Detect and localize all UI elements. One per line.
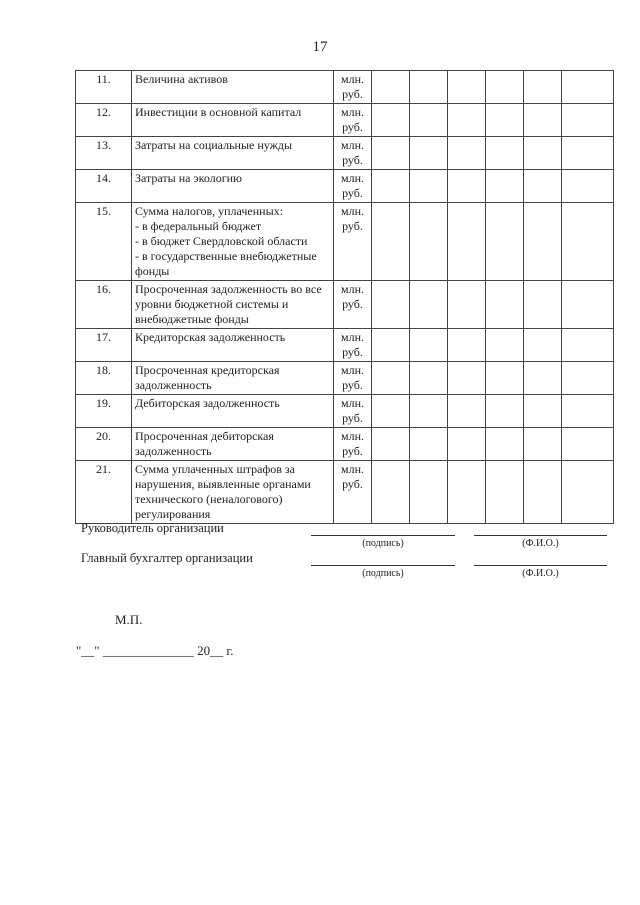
report-table-body (76, 71, 614, 524)
value-cell (372, 203, 410, 281)
accountant-name-caption: (Ф.И.О.) (522, 568, 559, 579)
value-cell (410, 137, 448, 170)
value-cell (486, 203, 524, 281)
value-cell (524, 329, 562, 362)
table-row (76, 362, 614, 395)
value-cell (448, 329, 486, 362)
value-cell (410, 71, 448, 104)
value-cell (372, 395, 410, 428)
head-name-line (474, 535, 607, 536)
row-number: 21. (76, 461, 132, 524)
row-indicator: Сумма налогов, уплаченных: - в федеральный бюджет - в бюджет Свердловской области - в государственные внебюджетные фонды (132, 203, 334, 281)
row-number: 11. (76, 71, 132, 104)
value-cell (486, 104, 524, 137)
value-cell (410, 203, 448, 281)
row-unit: млн. руб. (334, 137, 372, 170)
value-cell (410, 362, 448, 395)
value-cell (486, 170, 524, 203)
row-number: 14. (76, 170, 132, 203)
accountant-signature-label: Главный бухгалтер организации (81, 551, 253, 565)
row-number: 16. (76, 281, 132, 329)
value-cell (410, 170, 448, 203)
row-unit: млн. руб. (334, 329, 372, 362)
value-cell (524, 203, 562, 281)
row-number: 20. (76, 428, 132, 461)
value-cell (562, 281, 614, 329)
value-cell (448, 137, 486, 170)
value-cell (372, 71, 410, 104)
table-row (76, 137, 614, 170)
row-unit: млн. руб. (334, 395, 372, 428)
value-cell (410, 329, 448, 362)
row-indicator: Сумма уплаченных штрафов за нарушения, выявленные органами технического (неналогового) регулирования (132, 461, 334, 524)
value-cell (562, 428, 614, 461)
value-cell (524, 281, 562, 329)
value-cell (562, 71, 614, 104)
value-cell (372, 329, 410, 362)
value-cell (524, 170, 562, 203)
value-cell (524, 71, 562, 104)
value-cell (486, 281, 524, 329)
row-unit: млн. руб. (334, 281, 372, 329)
value-cell (562, 203, 614, 281)
row-indicator: Затраты на социальные нужды (132, 137, 334, 170)
value-cell (448, 71, 486, 104)
row-unit: млн. руб. (334, 203, 372, 281)
page-number: 17 (312, 39, 328, 55)
value-cell (372, 461, 410, 524)
row-indicator: Инвестиции в основной капитал (132, 104, 334, 137)
value-cell (372, 137, 410, 170)
row-unit: млн. руб. (334, 362, 372, 395)
value-cell (524, 428, 562, 461)
value-cell (410, 104, 448, 137)
table-row (76, 104, 614, 137)
date-line: "__" ______________ 20__ г. (76, 643, 234, 658)
value-cell (562, 362, 614, 395)
value-cell (486, 428, 524, 461)
row-number: 13. (76, 137, 132, 170)
value-cell (372, 104, 410, 137)
value-cell (486, 71, 524, 104)
accountant-name-line (474, 565, 607, 566)
row-indicator: Просроченная дебиторская задолженность (132, 428, 334, 461)
value-cell (448, 170, 486, 203)
value-cell (524, 137, 562, 170)
row-indicator: Просроченная задолженность во все уровни бюджетной системы и внебюджетные фонды (132, 281, 334, 329)
row-number: 12. (76, 104, 132, 137)
accountant-signature-line (311, 565, 455, 566)
table-row (76, 428, 614, 461)
row-unit: млн. руб. (334, 170, 372, 203)
value-cell (410, 395, 448, 428)
row-indicator: Дебиторская задолженность (132, 395, 334, 428)
table-row (76, 461, 614, 524)
row-number: 17. (76, 329, 132, 362)
row-indicator: Просроченная кредиторская задолженность (132, 362, 334, 395)
value-cell (410, 428, 448, 461)
value-cell (410, 461, 448, 524)
value-cell (524, 395, 562, 428)
value-cell (486, 137, 524, 170)
value-cell (524, 104, 562, 137)
value-cell (524, 461, 562, 524)
value-cell (448, 428, 486, 461)
table-row (76, 329, 614, 362)
table-row (76, 170, 614, 203)
value-cell (410, 281, 448, 329)
value-cell (448, 362, 486, 395)
value-cell (448, 203, 486, 281)
row-number: 18. (76, 362, 132, 395)
value-cell (562, 104, 614, 137)
value-cell (562, 170, 614, 203)
stamp-placeholder: М.П. (115, 612, 143, 627)
table-row (76, 281, 614, 329)
row-unit: млн. руб. (334, 461, 372, 524)
table-row (76, 71, 614, 104)
value-cell (562, 461, 614, 524)
value-cell (372, 362, 410, 395)
row-unit: млн. руб. (334, 104, 372, 137)
value-cell (372, 170, 410, 203)
head-signature-caption: (подпись) (362, 538, 404, 549)
value-cell (562, 329, 614, 362)
value-cell (448, 104, 486, 137)
row-unit: млн. руб. (334, 428, 372, 461)
head-name-caption: (Ф.И.О.) (522, 538, 559, 549)
value-cell (372, 428, 410, 461)
row-number: 15. (76, 203, 132, 281)
value-cell (486, 329, 524, 362)
value-cell (562, 137, 614, 170)
report-table (75, 70, 614, 524)
value-cell (372, 281, 410, 329)
row-indicator: Величина активов (132, 71, 334, 104)
accountant-signature-caption: (подпись) (362, 568, 404, 579)
row-indicator: Затраты на экологию (132, 170, 334, 203)
head-signature-line (311, 535, 455, 536)
table-row (76, 203, 614, 281)
row-number: 19. (76, 395, 132, 428)
head-signature-label: Руководитель организации (81, 521, 224, 535)
table-row (76, 395, 614, 428)
row-unit: млн. руб. (334, 71, 372, 104)
value-cell (448, 461, 486, 524)
value-cell (524, 362, 562, 395)
value-cell (486, 362, 524, 395)
row-indicator: Кредиторская задолженность (132, 329, 334, 362)
value-cell (486, 461, 524, 524)
value-cell (448, 395, 486, 428)
value-cell (486, 395, 524, 428)
value-cell (448, 281, 486, 329)
value-cell (562, 395, 614, 428)
